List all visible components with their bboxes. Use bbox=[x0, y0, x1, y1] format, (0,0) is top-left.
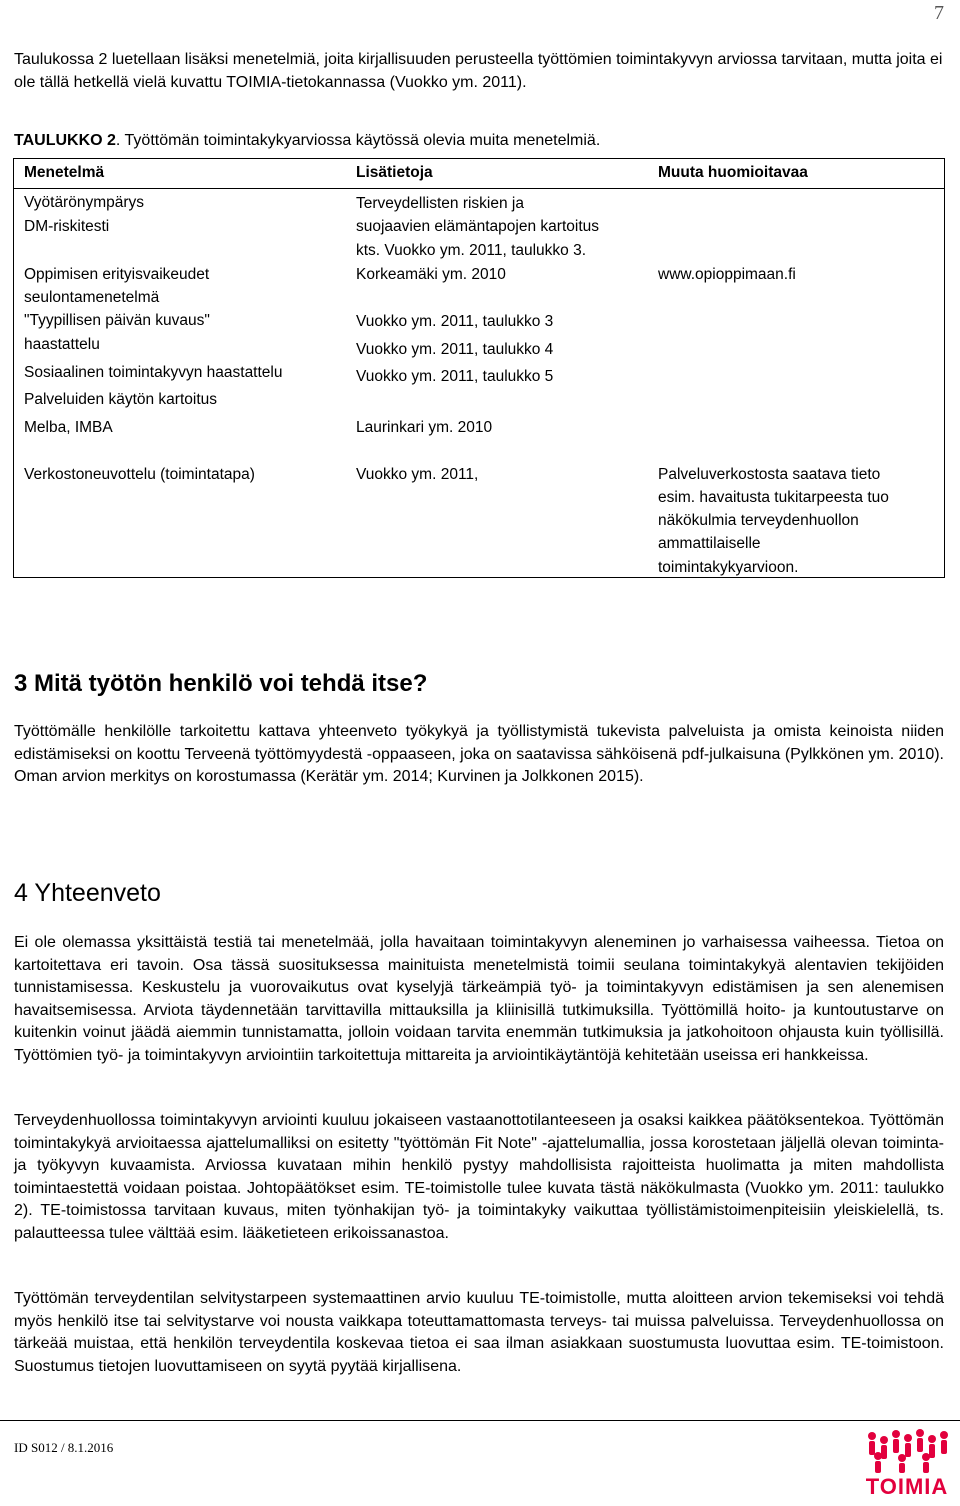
toimia-logo bbox=[862, 1428, 952, 1500]
table-cell-info: Laurinkari ym. 2010 bbox=[356, 419, 493, 436]
footer-divider bbox=[0, 1420, 960, 1421]
table-cell-info: Vuokko ym. 2011, taulukko 3 bbox=[356, 313, 554, 330]
footer-document-id: ID S012 / 8.1.2016 bbox=[14, 1440, 114, 1455]
section-4-paragraph-2: Terveydenhuollossa toimintakyvyn arviointi kuuluu jokaiseen vastaanottotilanteeseen ja osaksi kaikkea päätöksentekoa. Työttömän toimintakykyä arvioitaessa ajattelumalliksi on esitetty "työttömän Fit Note" -ajattelumallia, jossa korostetaan jäljellä olevan toiminta- ja työkyvyn kuvaamista. Arviossa kuvataan mihin henkilö pystyy mahdollisista rajoitteista huolimatta ja miten mahdollista toimintaestettä voidaan poistaa. Johtopäätökset esim. TE-toimistolle tulee kuvata tästä näkökulmasta (Vuokko ym. 2011: taulukko 2). TE-toimistossa tarvitaan kuvaus, miten työnhakijan työ- ja toimintakyky vaikuttaa työllistämistoimenpiteisiin yleiskielellä, ts. palautteessa tulee välttää esim. lääketieteen erikoissanastoa. bbox=[14, 1112, 944, 1242]
intro-paragraph: Taulukossa 2 luetellaan lisäksi menetelmiä, joita kirjallisuuden perusteella työttömien toimintakyvyn arviossa tarvitaan, mutta joita ei ole tällä hetkellä vielä kuvattu TOIMIA-tietokannassa (Vuokko ym. 2011). bbox=[14, 51, 943, 91]
section-3-heading: 3 Mitä työtön henkilö voi tehdä itse? bbox=[14, 670, 428, 697]
table-cell-info: Vuokko ym. 2011, bbox=[356, 466, 479, 483]
table-cell-info: Vuokko ym. 2011, taulukko 4 bbox=[356, 341, 554, 358]
table-cell-info: kts. Vuokko ym. 2011, taulukko 3. bbox=[356, 242, 587, 259]
table-cell-info: Terveydellisten riskien ja bbox=[356, 195, 524, 212]
table-caption-text: . Työttömän toimintakykyarviossa käytössä olevia muita menetelmiä. bbox=[115, 132, 601, 149]
table-cell-method: seulontamenetelmä bbox=[24, 289, 160, 306]
table-cell-method: "Tyypillisen päivän kuvaus" bbox=[24, 312, 210, 329]
table-header-method: Menetelmä bbox=[24, 164, 105, 181]
section-4-heading: 4 Yhteenveto bbox=[14, 879, 161, 907]
table-cell-info: Korkeamäki ym. 2010 bbox=[356, 266, 506, 283]
table-cell-notes: ammattilaiselle bbox=[658, 535, 761, 552]
table-cell-notes: esim. havaitusta tukitarpeesta tuo bbox=[658, 489, 889, 506]
section-3-paragraph: Työttömälle henkilölle tarkoitettu kattava yhteenveto työkykyä ja työllistymistä tukevista palveluista ja omista keinoista niiden edistämiseksi on koottu Terveenä työttömyydestä -oppaaseen, joka on saatavissa sähköisenä pdf-julkaisuna (Pylkkönen ym. 2010). Oman arvion merkitys on korostumassa (Kerätär ym. 2014; Kurvinen ja Jolkkonen 2015). bbox=[14, 723, 944, 785]
figures-icon bbox=[862, 1428, 952, 1474]
section-4-paragraph-1: Ei ole olemassa yksittäistä testiä tai menetelmää, jolla havaitaan toimintakyvyn aleneminen jo varhaisessa vaiheessa. Tietoa on kartoitettava eri tavoin. Osa tässä suosituksessa mainituista menetelmistä toimii seulana toimintakykyä alentavien tekijöiden tunnistamisessa. Keskustelu ja vuorovaikutus ovat kyselyjä tärkeämpiä työ- ja toimintakyvyn edistämisen ja sen alenemisen havaitsemisessa. Arviota täydennetään tarvittavilla mittauksilla ja kliinisillä tutkimuksilla. Työttömillä hoito- ja kuntoutustarve on kuitenkin voinut jäädä aiemmin tunnistamatta, jolloin voidaan tarvita enemmän tutkimuksia ja jatkohoitoon ohjausta kuin työllisillä. Työttömien työ- ja toimintakyvyn arviointiin tarkoitettuja mittareita ja arviointikäytäntöjä kehitetään useissa eri hankkeissa. bbox=[14, 934, 944, 1064]
logo-wordmark: TOIMIA bbox=[865, 1474, 949, 1499]
table-caption-label: TAULUKKO 2 bbox=[14, 132, 116, 149]
table-header-notes: Muuta huomioitavaa bbox=[658, 164, 808, 181]
table-header-info: Lisätietoja bbox=[356, 164, 433, 181]
table-cell-method: Verkostoneuvottelu (toimintatapa) bbox=[24, 466, 255, 483]
table-cell-method: Oppimisen erityisvaikeudet bbox=[24, 266, 210, 283]
table-cell-notes: näkökulmia terveydenhuollon bbox=[658, 512, 859, 529]
table-cell-method: Palveluiden käytön kartoitus bbox=[24, 391, 218, 408]
table-cell-info: suojaavien elämäntapojen kartoitus bbox=[356, 218, 599, 235]
table-cell-notes: www.opioppimaan.fi bbox=[658, 266, 796, 283]
page-number: 7 bbox=[934, 2, 944, 24]
table-cell-notes: toimintakykyarvioon. bbox=[658, 559, 799, 576]
table-cell-method: haastattelu bbox=[24, 336, 100, 353]
table-cell-info: Vuokko ym. 2011, taulukko 5 bbox=[356, 368, 554, 385]
table-caption bbox=[14, 132, 600, 150]
table-cell-method: Sosiaalinen toimintakyvyn haastattelu bbox=[24, 364, 283, 381]
table-cell-method: Melba, IMBA bbox=[24, 419, 113, 436]
table-cell-notes: Palveluverkostosta saatava tieto bbox=[658, 466, 881, 483]
table-cell-method: Vyötärönympärys bbox=[24, 194, 145, 211]
table-header-divider bbox=[13, 188, 945, 189]
table-cell-method: DM-riskitesti bbox=[24, 218, 110, 235]
section-4-paragraph-3: Työttömän terveydentilan selvitystarpeen systemaattinen arvio kuuluu TE-toimistolle, mutta aloitteen arvion tekemiseksi voi tehdä myös henkilö itse tai selvitystarve voi nousta vaikkapa toteuttamattomasta terveys- tai muissa palveluissa. Terveydenhuollossa on tärkeää muistaa, että henkilön terveydentila koskevaa tietoa ei saa ilman asiakkaan suostumusta luovuttaa esim. TE-toimistoon. Suostumus tietojen luovuttamiseen on syytä pyytää kirjallisena. bbox=[14, 1290, 944, 1375]
